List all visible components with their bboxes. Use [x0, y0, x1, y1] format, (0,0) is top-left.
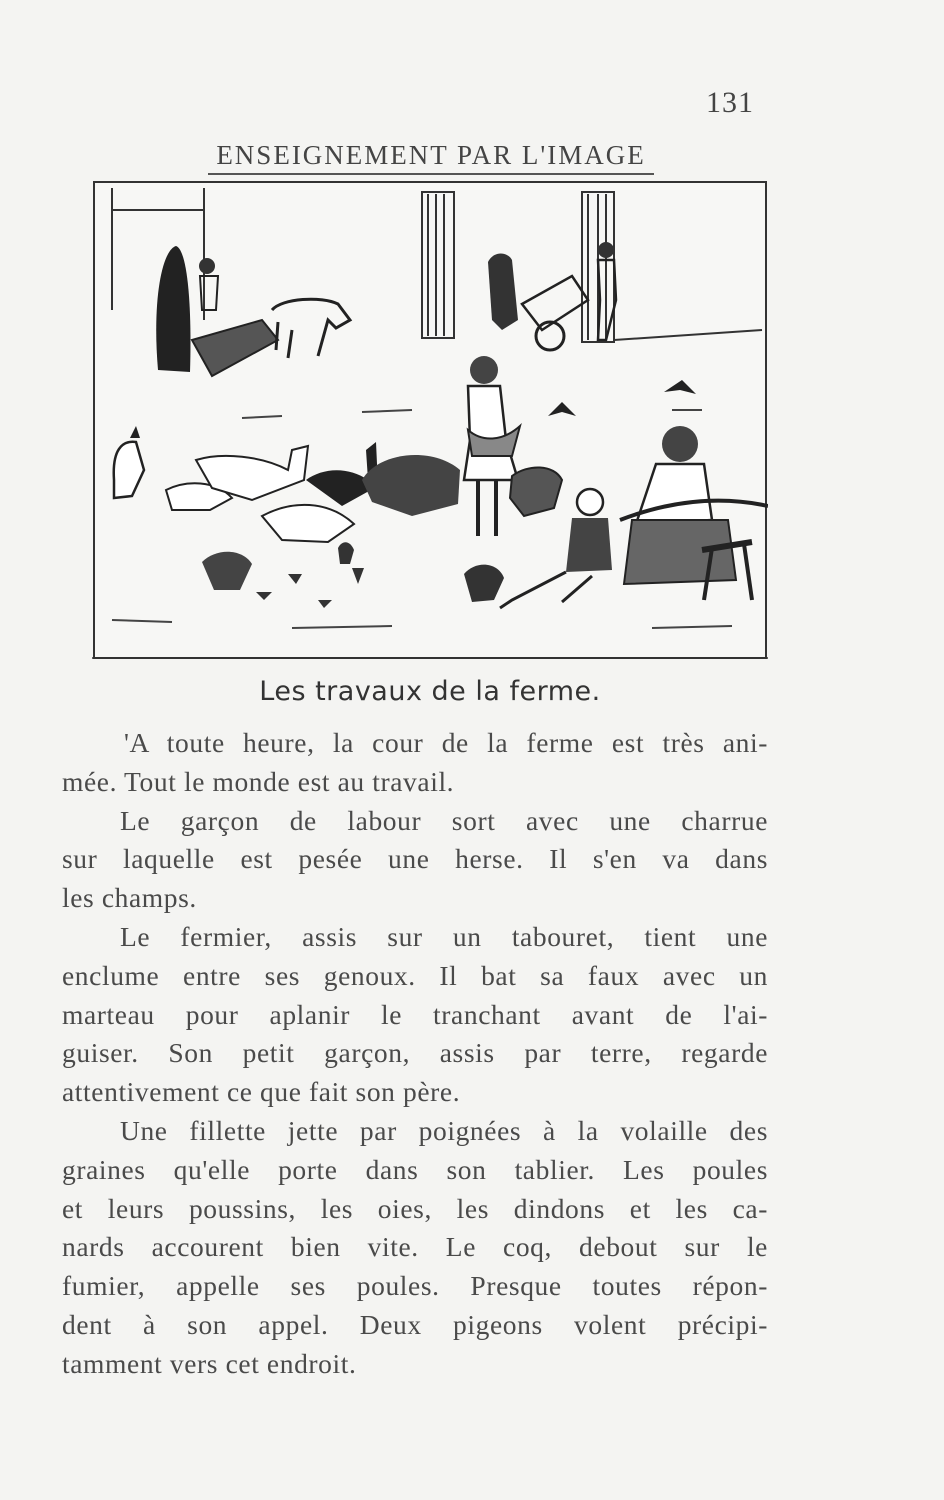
text-line: mée. Tout le monde est au travail.: [62, 765, 455, 797]
page-number: 131: [706, 86, 754, 119]
text-line: fumier, appelle ses poules. Presque toutes répon-: [62, 1270, 768, 1302]
text-line: Le garçon de labour sort avec une charrue: [120, 804, 768, 836]
text-line: et leurs poussins, les oies, les dindons et les ca-: [62, 1192, 768, 1224]
illustration-caption: Les travaux de la ferme.: [259, 676, 601, 707]
text-line: enclume entre ses genoux. Il bat sa faux avec un: [62, 959, 768, 991]
text-line: marteau pour aplanir le tranchant avant de l'ai-: [62, 998, 768, 1030]
text-line: Une fillette jette par poignées à la volaille des: [120, 1114, 768, 1146]
text-line: sur laquelle est pesée une herse. Il s'en va dans: [62, 843, 768, 875]
running-head: ENSEIGNEMENT PAR L'IMAGE: [208, 140, 654, 175]
text-line: tamment vers cet endroit.: [62, 1347, 357, 1379]
farmyard-illustration: [92, 180, 768, 660]
text-line: guiser. Son petit garçon, assis par terre, regarde: [62, 1037, 768, 1069]
text-line: 'A toute heure, la cour de la ferme est très ani-: [124, 727, 768, 758]
text-line: nards accourent bien vite. Le coq, debout sur le: [62, 1231, 768, 1263]
text-line: graines qu'elle porte dans son tablier. Les poules: [62, 1153, 768, 1185]
text-line: les champs.: [62, 882, 197, 914]
text-line: dent à son appel. Deux pigeons volent précipi-: [62, 1308, 768, 1340]
body-text: [62, 724, 768, 1384]
text-line: attentivement ce que fait son père.: [62, 1076, 461, 1108]
text-line: Le fermier, assis sur un tabouret, tient une: [120, 920, 768, 952]
